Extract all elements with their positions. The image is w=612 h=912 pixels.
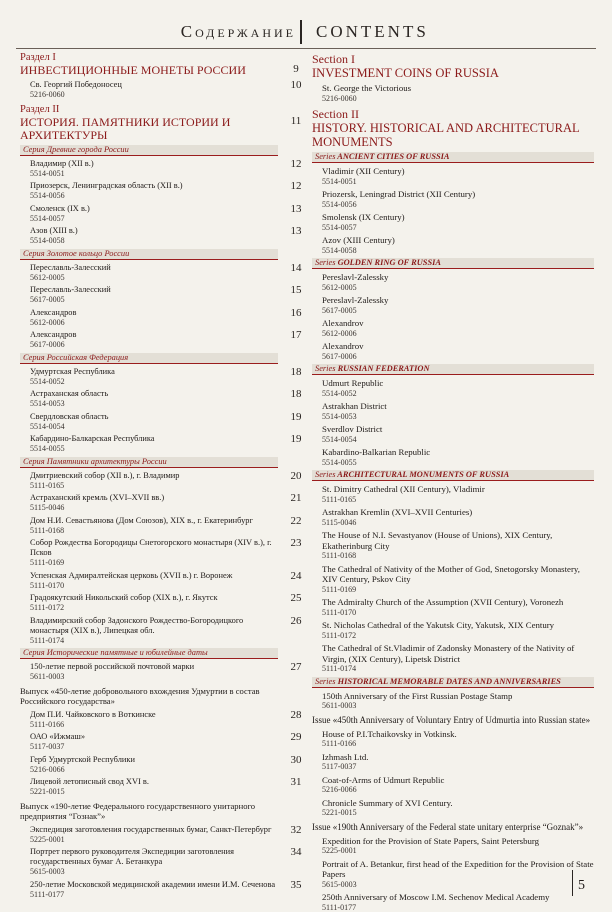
entry-title: Владимирский собор Задонского Рождество-Богородицкого монастыря (XIX в.), Липецкая обл. <box>30 616 278 636</box>
section-heading <box>312 107 594 149</box>
catalog-number: 5117-0037 <box>322 762 594 772</box>
catalog-number: 5225-0001 <box>30 835 278 845</box>
toc-entry <box>20 367 278 387</box>
catalog-number: 5514-0056 <box>322 200 594 210</box>
entry-title: The House of N.I. Sevastyanov (House of Unions), XIX Century, Ekatherinburg City <box>322 530 594 551</box>
toc-entry <box>20 330 278 350</box>
catalog-number: 5111-0166 <box>322 739 594 749</box>
issue-heading: Выпуск «190-летие Федерального государственного унитарного предприятия “Гознак”» <box>20 801 278 822</box>
toc-entry <box>312 530 594 561</box>
header-title-ru: Содержание <box>181 22 296 42</box>
series-label: Series <box>315 677 335 686</box>
entry-title: 250th Anniversary of Moscow I.M. Sechenov Medical Academy <box>322 892 594 903</box>
series-label: Серия <box>23 249 45 258</box>
page-number: 25 <box>284 592 308 604</box>
toc-entry <box>312 620 594 640</box>
toc-entry <box>20 571 278 591</box>
toc-entry <box>20 285 278 305</box>
catalog-number: 5611-0003 <box>322 701 594 711</box>
toc-entry <box>20 412 278 432</box>
catalog-number: 5514-0055 <box>322 458 594 468</box>
catalog-number: 5514-0054 <box>322 435 594 445</box>
catalog-number: 5111-0170 <box>30 581 278 591</box>
catalog-number: 5514-0056 <box>30 191 278 201</box>
header-divider <box>300 20 302 44</box>
toc-entry <box>312 643 594 674</box>
series-label: Серия <box>23 457 45 466</box>
catalog-number: 5111-0169 <box>30 558 278 568</box>
catalog-number: 5617-0005 <box>322 306 594 316</box>
page-number: 28 <box>284 709 308 721</box>
toc-entry <box>312 892 594 912</box>
entry-title: Портрет первого руководителя Экспедиции заготовления государственных бумаг А. Бетанкура <box>30 847 278 867</box>
section-title: INVESTMENT COINS OF RUSSIA <box>312 66 594 80</box>
page-number: 31 <box>284 776 308 788</box>
catalog-number: 5111-0172 <box>322 631 594 641</box>
folio-rule <box>572 870 573 896</box>
toc-entry <box>312 401 594 421</box>
series-heading <box>312 152 594 163</box>
catalog-number: 5111-0174 <box>322 664 594 674</box>
page-number: 19 <box>284 411 308 423</box>
page-number: 12 <box>284 158 308 170</box>
series-name: ARCHITECTURAL MONUMENTS OF RUSSIA <box>337 470 509 479</box>
page-number: 16 <box>284 307 308 319</box>
entry-title: The Cathedral of St.Vladimir of Zadonsky Monastery of the Nativity of Virgin, (XIX Century), Lipetsk District <box>322 643 594 664</box>
toc-entry <box>312 597 594 617</box>
catalog-number: 5216-0060 <box>322 94 594 104</box>
catalog-number: 5216-0066 <box>322 785 594 795</box>
toc-entry <box>312 729 594 749</box>
entry-title: Переславль-Залесский <box>30 285 278 295</box>
toc-entry <box>20 616 278 646</box>
series-name: Древние города России <box>47 145 129 154</box>
catalog-number: 5617-0005 <box>30 295 278 305</box>
entry-title: The Cathedral of Nativity of the Mother of God, Snetogorsky Monastery, XIV Century, Pskov City <box>322 564 594 585</box>
series-heading <box>20 457 278 468</box>
catalog-number: 5111-0166 <box>30 720 278 730</box>
entry-title: Smolensk (IX Century) <box>322 212 594 223</box>
catalog-number: 5216-0060 <box>30 90 278 100</box>
page-number: 18 <box>284 388 308 400</box>
entry-title: St. Nicholas Cathedral of the Yakutsk City, Yakutsk, XIX Century <box>322 620 594 631</box>
catalog-number: 5514-0057 <box>322 223 594 233</box>
page-number: 17 <box>284 329 308 341</box>
series-label: Серия <box>23 648 45 657</box>
entry-title: Приозерск, Ленинградская область (XII в.) <box>30 181 278 191</box>
catalog-number: 5514-0053 <box>30 399 278 409</box>
series-name: GOLDEN RING OF RUSSIA <box>338 258 441 267</box>
entry-title: Экспедиция заготовления государственных бумаг, Санкт-Петербург <box>30 825 278 835</box>
toc-entry <box>312 83 594 103</box>
entry-title: Смоленск (IX в.) <box>30 204 278 214</box>
entry-title: St. George the Victorious <box>322 83 594 94</box>
toc-entry <box>312 447 594 467</box>
toc-entry <box>20 471 278 491</box>
toc-entry <box>20 493 278 513</box>
toc-entry <box>312 484 594 504</box>
section-label: Section I <box>312 52 594 66</box>
series-name: Исторические памятные и юбилейные даты <box>47 648 208 657</box>
toc-entry <box>312 272 594 292</box>
entry-title: 150th Anniversary of the First Russian Postage Stamp <box>322 691 594 702</box>
series-heading <box>312 258 594 269</box>
toc-entry <box>20 181 278 201</box>
page-number: 29 <box>284 731 308 743</box>
toc-entry <box>312 798 594 818</box>
section-title: ИСТОРИЯ. ПАМЯТНИКИ ИСТОРИИ И АРХИТЕКТУРЫ <box>20 116 278 142</box>
catalog-number: 5221-0015 <box>322 808 594 818</box>
catalog-number: 5612-0006 <box>322 329 594 339</box>
catalog-number: 5111-0170 <box>322 608 594 618</box>
toc-entry <box>312 836 594 856</box>
toc-entry <box>312 775 594 795</box>
catalog-number: 5216-0066 <box>30 765 278 775</box>
catalog-number: 5514-0053 <box>322 412 594 422</box>
section-title: ИНВЕСТИЦИОННЫЕ МОНЕТЫ РОССИИ <box>20 64 278 77</box>
issue-heading: Выпуск «450-летие добровольного вхождения Удмуртии в состав Российского государства» <box>20 686 278 707</box>
entry-title: Владимир (XII в.) <box>30 159 278 169</box>
catalog-number: 5111-0169 <box>322 585 594 595</box>
entry-title: Азов (XIII в.) <box>30 226 278 236</box>
page-number: 9 <box>284 63 308 75</box>
entry-title: Sverdlov District <box>322 424 594 435</box>
section-label: Section II <box>312 107 594 121</box>
toc-entry <box>312 752 594 772</box>
toc-entry <box>20 80 278 100</box>
page-number: 13 <box>284 225 308 237</box>
page-number: 12 <box>284 180 308 192</box>
entry-title: Udmurt Republic <box>322 378 594 389</box>
issue-heading: Issue «450th Anniversary of Voluntary Entry of Udmurtia into Russian state» <box>312 715 594 726</box>
section-label: Раздел I <box>20 52 278 64</box>
entry-title: Дом Н.И. Севастьянова (Дом Союзов), XIX в., г. Екатеринбург <box>30 516 278 526</box>
entry-title: Vladimir (XII Century) <box>322 166 594 177</box>
entry-title: Свердловская область <box>30 412 278 422</box>
page-number: 23 <box>284 537 308 549</box>
page-number: 20 <box>284 470 308 482</box>
toc-entry <box>312 378 594 398</box>
catalog-number: 5111-0165 <box>30 481 278 491</box>
catalog-number: 5617-0006 <box>30 340 278 350</box>
entry-title: Portrait of A. Betankur, first head of the Expedition for the Provision of State Papers <box>322 859 594 880</box>
catalog-number: 5514-0058 <box>30 236 278 246</box>
catalog-number: 5514-0052 <box>322 389 594 399</box>
entry-title: Удмуртская Республика <box>30 367 278 377</box>
catalog-number: 5111-0172 <box>30 603 278 613</box>
toc-entry <box>312 166 594 186</box>
series-label: Series <box>315 152 335 161</box>
series-heading <box>20 648 278 659</box>
folio-number: 5 <box>578 878 585 894</box>
catalog-number: 5612-0005 <box>322 283 594 293</box>
entry-title: Кабардино-Балкарская Республика <box>30 434 278 444</box>
entry-title: Градоякутский Никольский собор (XIX в.), г. Якутск <box>30 593 278 603</box>
toc-entry <box>312 235 594 255</box>
header-rule <box>16 48 596 49</box>
entry-title: Лицевой летописный свод XVI в. <box>30 777 278 787</box>
catalog-number: 5221-0015 <box>30 787 278 797</box>
page-number: 27 <box>284 661 308 673</box>
section-heading <box>312 52 594 80</box>
entry-title: Priozersk, Leningrad District (XII Century) <box>322 189 594 200</box>
toc-entry <box>20 204 278 224</box>
series-heading <box>312 470 594 481</box>
series-name: Российская Федерация <box>47 353 128 362</box>
toc-entry <box>20 710 278 730</box>
page-number: 30 <box>284 754 308 766</box>
toc-entry <box>312 564 594 595</box>
entry-title: Св. Георгий Победоносец <box>30 80 278 90</box>
series-label: Series <box>315 470 335 479</box>
catalog-number: 5617-0006 <box>322 352 594 362</box>
catalog-number: 5115-0046 <box>322 518 594 528</box>
entry-title: Coat-of-Arms of Udmurt Republic <box>322 775 594 786</box>
entry-title: Pereslavl-Zalessky <box>322 272 594 283</box>
page-header <box>0 20 612 44</box>
toc-entry <box>20 847 278 877</box>
catalog-number: 5514-0051 <box>322 177 594 187</box>
toc-entry <box>312 212 594 232</box>
catalog-number: 5117-0037 <box>30 742 278 752</box>
catalog-number: 5514-0054 <box>30 422 278 432</box>
catalog-number: 5514-0055 <box>30 444 278 454</box>
page-number: 13 <box>284 203 308 215</box>
toc-entry <box>20 732 278 752</box>
catalog-number: 5514-0057 <box>30 214 278 224</box>
catalog-number: 5615-0003 <box>30 867 278 877</box>
entry-title: Alexandrov <box>322 341 594 352</box>
toc-entry <box>20 516 278 536</box>
catalog-number: 5115-0046 <box>30 503 278 513</box>
toc-entry <box>312 424 594 444</box>
page-number: 24 <box>284 570 308 582</box>
page-number: 15 <box>284 284 308 296</box>
series-heading <box>20 145 278 156</box>
entry-title: Astrakhan District <box>322 401 594 412</box>
toc-entry <box>312 189 594 209</box>
catalog-number: 5514-0052 <box>30 377 278 387</box>
entry-title: Alexandrov <box>322 318 594 329</box>
entry-title: Pereslavl-Zalessky <box>322 295 594 306</box>
catalog-number: 5111-0177 <box>30 890 278 900</box>
page-number: 22 <box>284 515 308 527</box>
contents-column-en <box>312 50 594 912</box>
page-number: 34 <box>284 846 308 858</box>
entry-title: Герб Удмуртской Республики <box>30 755 278 765</box>
entry-title: House of P.I.Tchaikovsky in Votkinsk. <box>322 729 594 740</box>
toc-entry <box>20 593 278 613</box>
page-number: 19 <box>284 433 308 445</box>
page-number: 18 <box>284 366 308 378</box>
entry-title: Александров <box>30 308 278 318</box>
entry-title: Собор Рождества Богородицы Снетогорского монастыря (XIV в.), г. Псков <box>30 538 278 558</box>
catalog-number: 5615-0003 <box>322 880 594 890</box>
toc-entry <box>312 507 594 527</box>
catalog-number: 5514-0058 <box>322 246 594 256</box>
page-number: 10 <box>284 79 308 91</box>
header-title-en: CONTENTS <box>316 22 429 42</box>
entry-title: Astrakhan Kremlin (XVI–XVII Centuries) <box>322 507 594 518</box>
entry-title: Izhmash Ltd. <box>322 752 594 763</box>
catalog-number: 5612-0006 <box>30 318 278 328</box>
series-label: Серия <box>23 145 45 154</box>
catalog-number: 5111-0168 <box>322 551 594 561</box>
toc-entry <box>20 226 278 246</box>
entry-title: Дмитриевский собор (XII в.), г. Владимир <box>30 471 278 481</box>
section-title: HISTORY. HISTORICAL AND ARCHITECTURAL MONUMENTS <box>312 121 594 149</box>
catalog-number: 5111-0174 <box>30 636 278 646</box>
page-number: 21 <box>284 492 308 504</box>
page-number: 32 <box>284 824 308 836</box>
section-label: Раздел II <box>20 104 278 116</box>
series-label: Series <box>315 258 335 267</box>
series-label: Series <box>315 364 335 373</box>
catalog-number: 5611-0003 <box>30 672 278 682</box>
entry-title: Chronicle Summary of XVI Century. <box>322 798 594 809</box>
toc-entry <box>312 295 594 315</box>
catalog-number: 5514-0051 <box>30 169 278 179</box>
catalog-number: 5111-0165 <box>322 495 594 505</box>
page-number: 11 <box>284 115 308 127</box>
toc-entry <box>20 159 278 179</box>
toc-entry <box>20 777 278 797</box>
page-number: 26 <box>284 615 308 627</box>
entry-title: The Admiralty Church of the Assumption (XVII Century), Voronezh <box>322 597 594 608</box>
entry-title: Успенская Адмиралтейская церковь (XVII в.) г. Воронеж <box>30 571 278 581</box>
section-heading <box>20 52 278 77</box>
toc-entry <box>312 341 594 361</box>
toc-entry <box>20 263 278 283</box>
toc-entry <box>20 662 278 682</box>
toc-entry <box>20 389 278 409</box>
entry-title: 150-летие первой российской почтовой марки <box>30 662 278 672</box>
toc-entry <box>20 434 278 454</box>
toc-entry <box>312 691 594 711</box>
series-heading <box>20 249 278 260</box>
toc-entry <box>20 538 278 568</box>
contents-column-ru <box>20 50 278 899</box>
series-heading <box>312 677 594 688</box>
series-name: RUSSIAN FEDERATION <box>338 364 430 373</box>
series-name: Памятники архитектуры России <box>47 457 167 466</box>
section-heading <box>20 104 278 142</box>
entry-title: 250-летие Московской медицинской академии имени И.М. Сеченова <box>30 880 278 890</box>
toc-entry <box>20 308 278 328</box>
page-number: 14 <box>284 262 308 274</box>
toc-entry <box>20 825 278 845</box>
entry-title: Александров <box>30 330 278 340</box>
catalog-number: 5111-0168 <box>30 526 278 536</box>
entry-title: Астраханский кремль (XVI–XVII вв.) <box>30 493 278 503</box>
series-name: ANCIENT CITIES OF RUSSIA <box>337 152 449 161</box>
entry-title: Kabardino-Balkarian Republic <box>322 447 594 458</box>
series-heading <box>312 364 594 375</box>
series-name: HISTORICAL MEMORABLE DATES AND ANNIVERSARIES <box>338 677 561 686</box>
catalog-number: 5612-0005 <box>30 273 278 283</box>
series-name: Золотое кольцо России <box>47 249 130 258</box>
entry-title: Azov (XIII Century) <box>322 235 594 246</box>
series-label: Серия <box>23 353 45 362</box>
issue-heading: Issue «190th Anniversary of the Federal state unitary enterprise “Goznak”» <box>312 822 594 833</box>
toc-entry <box>20 755 278 775</box>
catalog-number: 5225-0001 <box>322 846 594 856</box>
series-heading <box>20 353 278 364</box>
entry-title: Дом П.И. Чайковского в Воткинске <box>30 710 278 720</box>
page-number: 35 <box>284 879 308 891</box>
catalog-number: 5111-0177 <box>322 903 594 912</box>
toc-entry <box>20 880 278 900</box>
entry-title: Переславль-Залесский <box>30 263 278 273</box>
entry-title: Астраханская область <box>30 389 278 399</box>
entry-title: ОАО «Ижмаш» <box>30 732 278 742</box>
entry-title: Expedition for the Provision of State Papers, Saint Petersburg <box>322 836 594 847</box>
toc-entry <box>312 859 594 890</box>
entry-title: St. Dimitry Cathedral (XII Century), Vladimir <box>322 484 594 495</box>
toc-entry <box>312 318 594 338</box>
